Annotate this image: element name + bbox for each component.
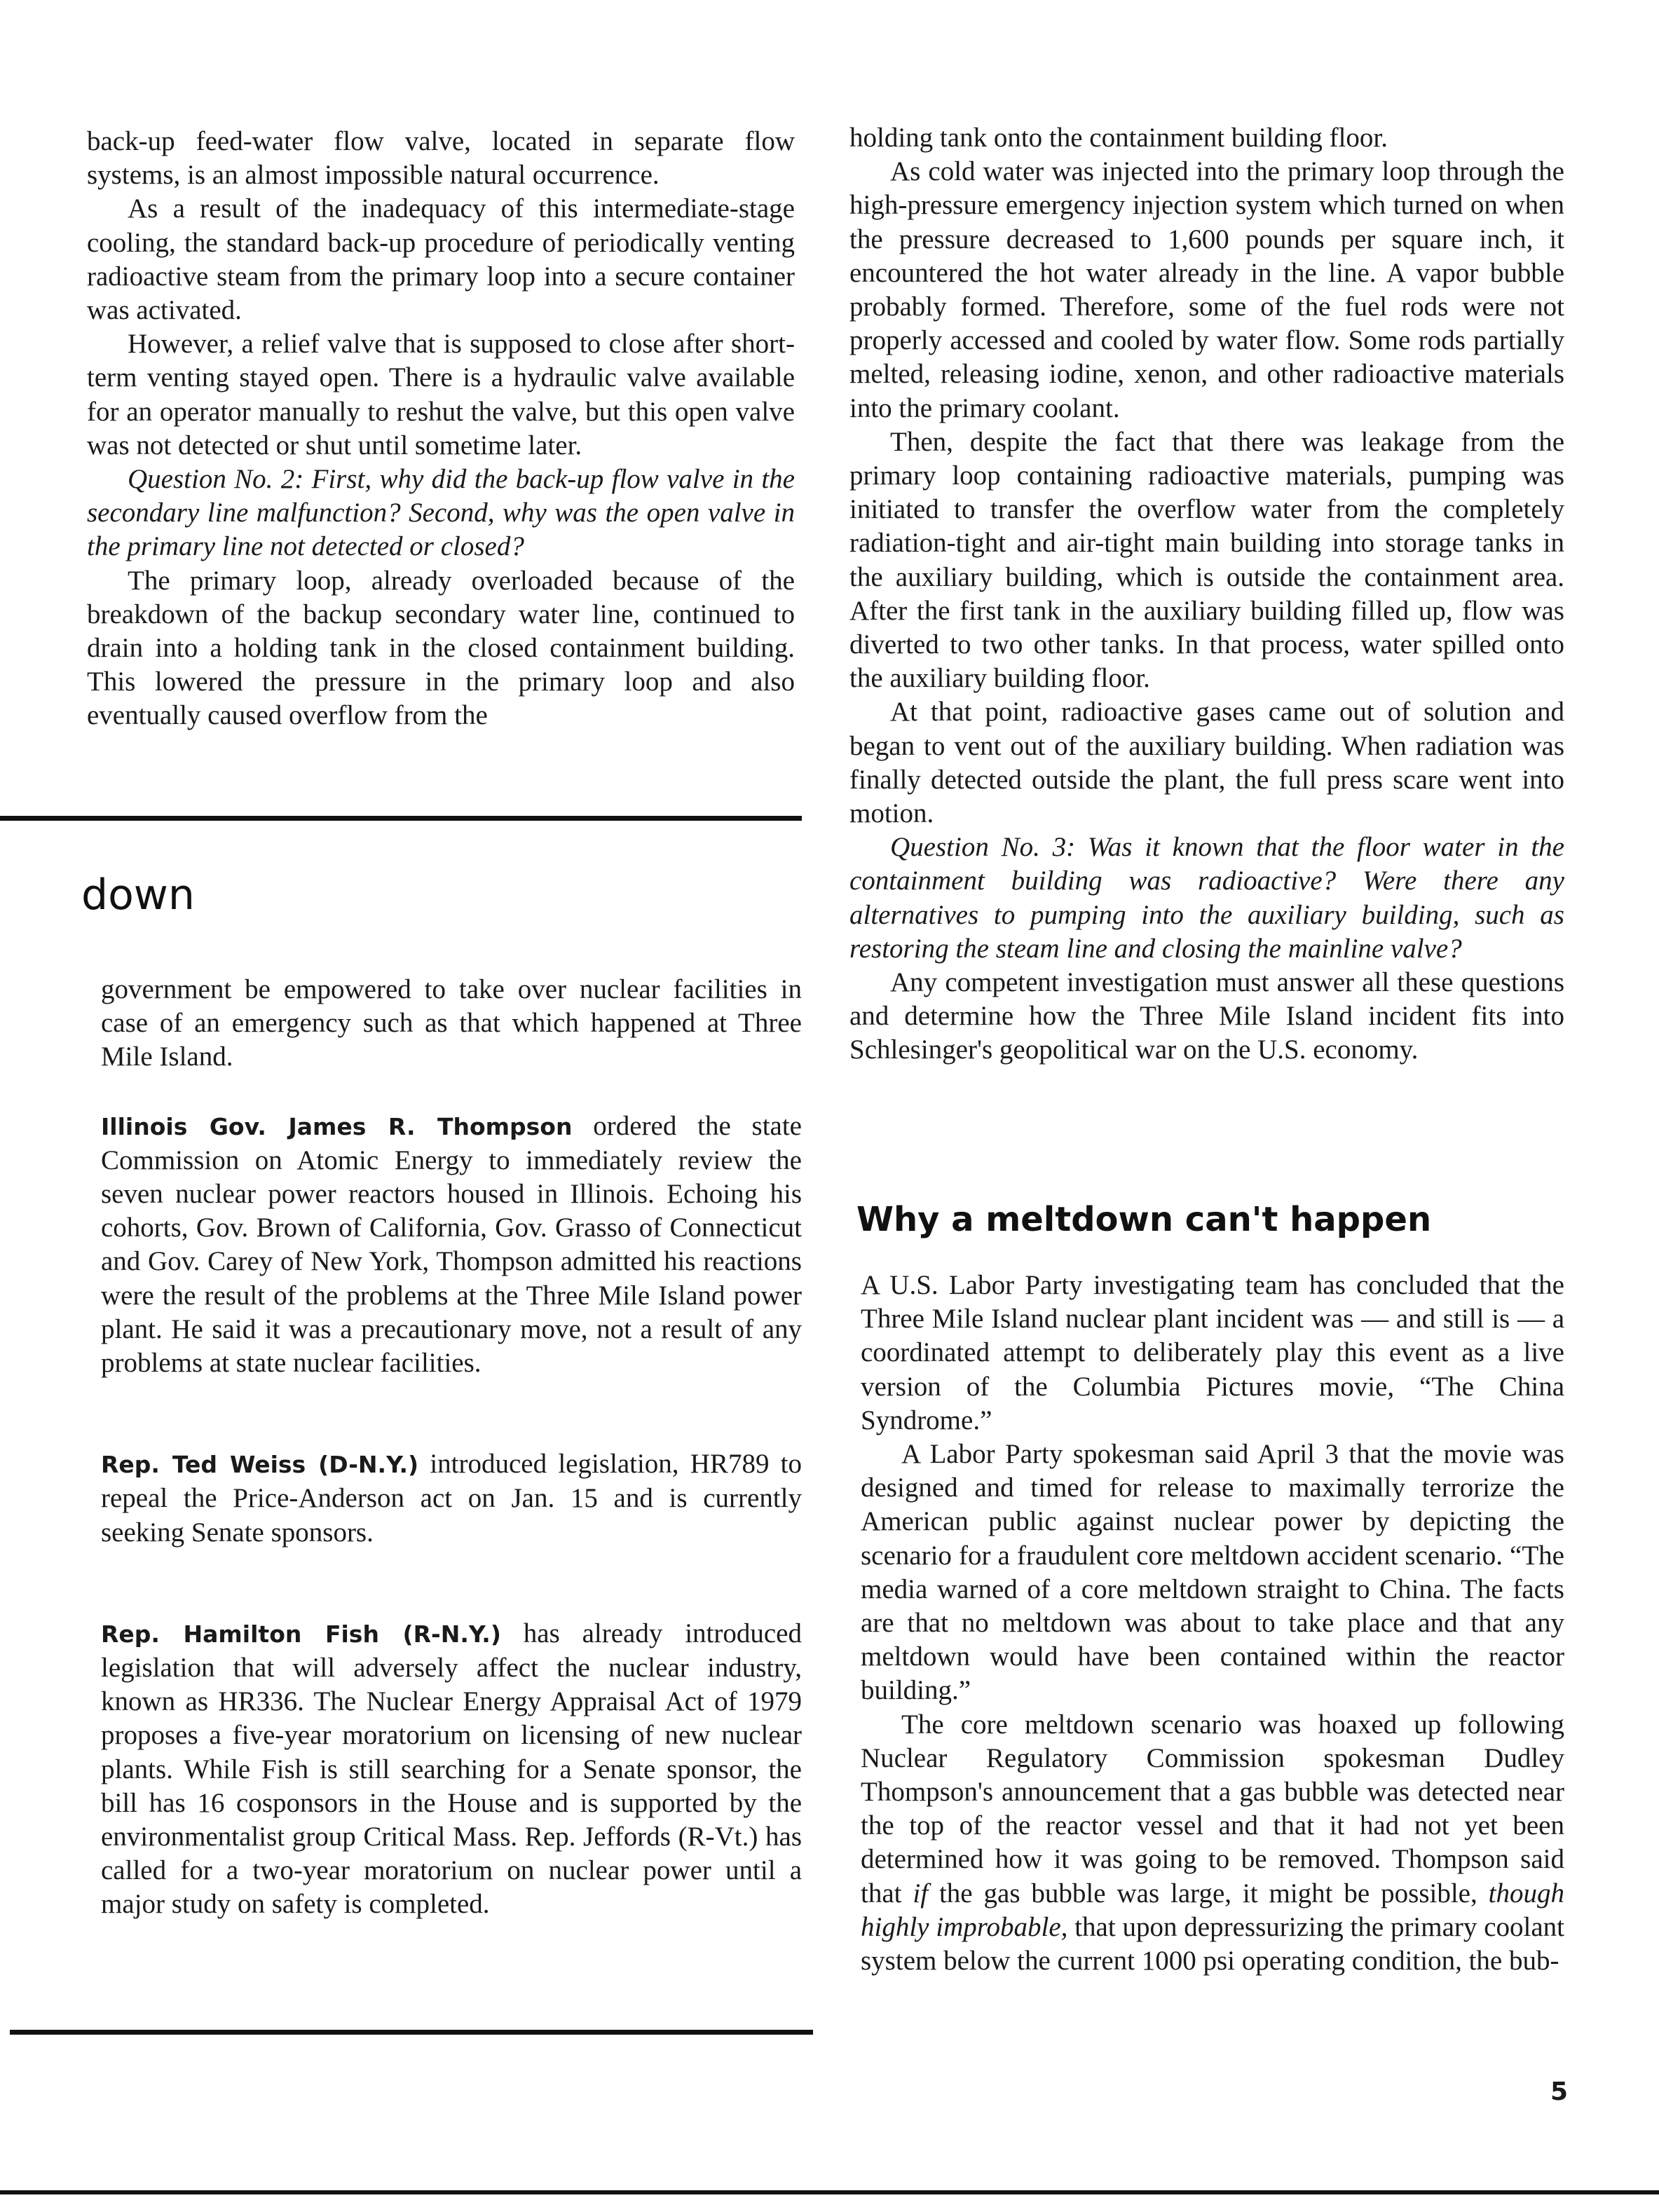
paragraph: Then, despite the fact that there was leakage from the primary loop containing radioactive materials, pumping was initiated to transfer the overflow water from the completely radiation-tight and air-tight main building into storage tanks in the auxiliary building, which is outside the containment area. After the first tank in the auxiliary building filled up, flow was diverted to two other tanks. In that process, water spilled onto the auxiliary building floor. [849, 426, 1564, 694]
page-number: 5 [1550, 2077, 1569, 2106]
sidebar-item-thompson [101, 1110, 802, 1381]
paragraph: back-up feed-water flow valve, located in separate flow systems, is an almost impossible natural occurrence. [87, 126, 795, 191]
item-text: introduced legislation, HR789 to repeal the Price-Anderson act on Jan. 15 and is currently seeking Senate sponsors. [101, 1449, 802, 1548]
sidebar-item-weiss [101, 1447, 802, 1550]
sidebar-box [101, 973, 802, 1922]
sidebar-top-rule [0, 816, 802, 821]
paragraph: As a result of the inadequacy of this intermediate-stage cooling, the standard back-up procedure of periodically venting radioactive steam from the primary loop into a secure container was activated. [87, 193, 795, 326]
lead-name: Illinois Gov. James R. Thompson [101, 1112, 573, 1140]
sidebar-paragraph: government be empowered to take over nuclear facilities in case of an emergency such as that which happened at Three Mile Island. [101, 974, 802, 1072]
right-article-continuation [849, 121, 1564, 1067]
text-run: the gas bubble was large, it might be possible, [928, 1878, 1489, 1909]
paragraph: A Labor Party spokesman said April 3 that the movie was designed and timed for release to maximally terrorize the American public against nuclear power by depicting the scenario for a fraudulent core meltdown accident scenario. “The media warned of a core meltdown straight to China. The facts are that no meltdown was about to take place and that any meltdown would have been contained within the reactor building.” [861, 1439, 1564, 1706]
paragraph: As cold water was injected into the primary loop through the high-pressure emergency injection system which turned on when the pressure decreased to 1,600 pounds per square inch, it encountered the hot water already in the line. A vapor bubble probably formed. Therefore, some of the fuel rods were not properly accessed and cooled by water flow. Some rods partially melted, releasing iodine, xenon, and other radioactive materials into the primary coolant. [849, 156, 1564, 423]
lead-name: Rep. Ted Weiss (D-N.Y.) [101, 1451, 419, 1479]
text-run: that upon depressurizing the primary coolant system below the current 1000 psi operating condition, the bub- [861, 1911, 1564, 1977]
sidebar-bottom-rule [10, 2030, 813, 2035]
section-heading: Why a meltdown can't happen [856, 1200, 1432, 1239]
paragraph: At that point, radioactive gases came out of solution and began to vent out of the auxiliary building. When radiation was finally detected outside the plant, the full press scare went into motion. [849, 697, 1564, 829]
item-text: ordered the state Commission on Atomic Energy to immediately review the seven nuclear power reactors housed in Illinois. Echoing his cohorts, Gov. Brown of California, Gov. Grasso of Connecticut and Gov. Carey of New York, Thompson admitted his reactions were the result of the problems at the Three Mile Island power plant. He said it was a precautionary move, not a result of any problems at state nuclear facilities. [101, 1110, 802, 1379]
paragraph: holding tank onto the containment building floor. [849, 123, 1388, 153]
item-text: has already introduced legislation that will adversely affect the nuclear industry, known as HR336. The Nuclear Energy Appraisal Act of 1979 proposes a five-year moratorium on licensing of new nuclear plants. While Fish is still searching for a Senate sponsor, the bill has 16 cosponsors in the House and is supported by the environmentalist group Critical Mass. Rep. Jeffords (R-Vt.) has called for a two-year moratorium on nuclear power until a major study on safety is completed. [101, 1618, 802, 1920]
right-section-body [861, 1269, 1564, 1978]
page-bottom-rule [0, 2190, 1659, 2194]
paragraph: The primary loop, already overloaded because of the breakdown of the backup secondary water line, continued to drain into a holding tank in the closed containment building. This lowered the pressure in the primary loop and also eventually caused overflow from the [87, 565, 795, 731]
left-article-continuation [87, 125, 795, 733]
paragraph: Any competent investigation must answer all these questions and determine how the Three Mile Island incident fits into Schlesinger's geopolitical war on the U.S. economy. [849, 967, 1564, 1065]
question-3: Question No. 3: Was it known that the floor water in the containment building was radioactive? Were there any alternatives to pumping into the auxiliary building, such as restoring the steam line and closing the mainline valve? [849, 832, 1564, 964]
text-run: though highly improbable, [861, 1878, 1564, 1942]
paragraph: A U.S. Labor Party investigating team has concluded that the Three Mile Island nuclear plant incident was — and still is — a coordinated attempt to deliberately play this event as a live version of the Columbia Pictures movie, “The China Syndrome.” [861, 1270, 1564, 1435]
text-run: The core meltdown scenario was hoaxed up following Nuclear Regulatory Commission spokesman Dudley Thompson's announcement that a gas bubble was detected near the top of the reactor vessel and that it had not yet been determined how it was going to be removed. Thompson said that [861, 1709, 1564, 1909]
paragraph [861, 1708, 1564, 1979]
text-run: if [913, 1878, 929, 1909]
paragraph: However, a relief valve that is supposed to close after short-term venting stayed open. There is a hydraulic valve available for an operator manually to reshut the valve, but this open valve was not detected or shut until sometime later. [87, 329, 795, 460]
question-2: Question No. 2: First, why did the back-up flow valve in the secondary line malfunction? Second, why was the open valve in the primary line not detected or closed? [87, 464, 795, 562]
lead-name: Rep. Hamilton Fish (R-N.Y.) [101, 1620, 501, 1648]
sidebar-item-fish [101, 1617, 802, 1922]
sidebar-heading: down [81, 871, 195, 920]
